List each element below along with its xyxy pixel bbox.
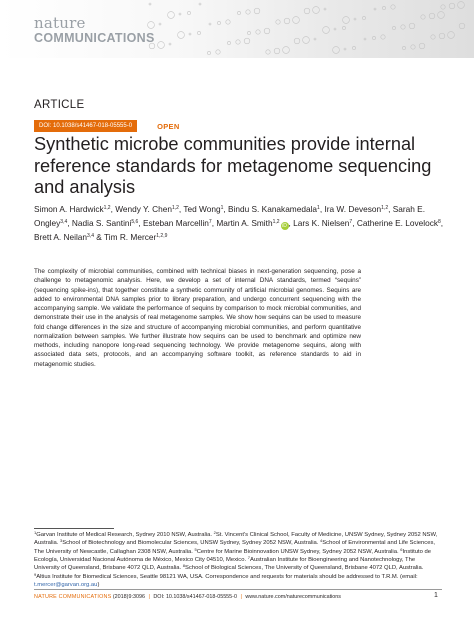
header-pattern-dot xyxy=(382,6,385,9)
author-separator: , xyxy=(223,204,228,214)
header-pattern-dot xyxy=(419,43,425,49)
header-pattern-dot xyxy=(411,45,415,49)
author-separator: & xyxy=(94,232,104,242)
header-pattern-dot xyxy=(179,13,181,15)
header-pattern-dot xyxy=(244,38,250,44)
affiliation-text: Australian Institute for Bioengineering and Nanotechnology, The University of Queensland, Brisbane 4072 QLD, Australia. xyxy=(34,557,416,572)
header-pattern-dot xyxy=(227,41,230,44)
header-pattern-dot xyxy=(293,17,300,24)
header-pattern-dot xyxy=(247,31,250,34)
header-pattern-dot xyxy=(283,47,290,54)
header-pattern-dot xyxy=(256,30,260,34)
author-separator: , xyxy=(388,204,393,214)
affiliations-footnote xyxy=(34,531,439,589)
orcid-icon[interactable]: iD xyxy=(282,223,287,229)
author-affiliation-marker: 1 xyxy=(220,205,224,211)
footer-separator: | xyxy=(240,594,242,600)
affiliation-number: 1 xyxy=(34,530,37,535)
affiliation-number: 8 xyxy=(182,563,186,569)
header-pattern-dot xyxy=(149,3,151,5)
affiliation-text: School of Biological Sciences, The University of Queensland, Brisbane 4072 QLD, Australia. xyxy=(185,565,424,572)
header-pattern-dot xyxy=(429,13,435,19)
footer-divider xyxy=(34,589,442,590)
header-pattern-dot xyxy=(237,11,240,14)
header-pattern-dot xyxy=(158,42,165,49)
header-pattern-dot xyxy=(178,32,185,39)
header-pattern-dot xyxy=(209,23,211,25)
footnote-divider xyxy=(34,528,114,529)
footer-doi[interactable]: DOI: 10.1038/s41467-018-05555-0 xyxy=(153,594,237,600)
author-separator: , xyxy=(138,218,143,228)
header-pattern-dot xyxy=(216,50,220,54)
header-pattern-dot xyxy=(402,46,405,49)
correspondence-text: Correspondence and requests for materials should be addressed to T.R.M. (email: xyxy=(205,573,418,580)
author-separator: , xyxy=(288,218,294,228)
affiliation-text: School of Environmental and Life Sciences, The University of Newcastle, Callaghan 2308 NSW, Australia. xyxy=(34,540,435,555)
doi-row xyxy=(34,120,180,132)
affiliation-text: Garvan Institute of Medical Research, Sydney 2010 NSW, Australia. xyxy=(36,532,214,538)
page-number: 1 xyxy=(434,592,438,599)
header-pattern-dot xyxy=(401,25,405,29)
header-pattern-dot xyxy=(374,8,376,10)
header-pattern-dot xyxy=(421,15,425,19)
footer-citation: (2018)9:3096 xyxy=(112,594,145,600)
header-pattern-dot xyxy=(324,8,326,10)
affiliation-text: Altius Institute for Biomedical Sciences, Seattle 98121 WA, USA. xyxy=(36,573,206,580)
author-name[interactable]: Martin A. Smith xyxy=(216,218,273,228)
header-pattern-dot xyxy=(246,10,250,14)
footer-separator: | xyxy=(148,594,150,600)
author-affiliation-marker: 3,4 xyxy=(60,219,68,225)
footer-journal-url[interactable]: www.nature.com/naturecommunications xyxy=(245,594,341,600)
author-name[interactable]: Brett A. Neilan xyxy=(34,232,88,242)
author-name[interactable]: Tim R. Mercer xyxy=(104,232,157,242)
author-affiliation-marker: 1 xyxy=(317,205,320,211)
author-name[interactable]: Lars K. Nielsen xyxy=(293,218,350,228)
header-pattern-dot xyxy=(197,31,200,34)
affiliation-number: 2 xyxy=(213,530,216,535)
header-pattern-dot xyxy=(294,38,300,44)
author-name[interactable]: Nadia S. Santini xyxy=(71,218,132,228)
author-separator: , xyxy=(67,218,72,228)
header-pattern-dot xyxy=(254,8,260,14)
header-pattern-dot xyxy=(304,8,310,14)
author-name[interactable]: Sarah E. Ongley xyxy=(34,204,426,228)
header-pattern-dot xyxy=(354,18,356,20)
author-separator: , xyxy=(440,218,444,228)
header-pattern-dot xyxy=(264,28,270,34)
article-type-label: ARTICLE xyxy=(34,99,85,111)
author-separator: , xyxy=(211,218,217,228)
footer-journal-name: NATURE COMMUNICATIONS xyxy=(34,594,112,600)
header-pattern-dot xyxy=(323,27,330,34)
author-affiliation-marker: 1,2 xyxy=(171,205,179,211)
author-name[interactable]: Simon A. Hardwick xyxy=(34,204,104,214)
author-affiliation-marker: 1,2 xyxy=(381,205,389,211)
header-pattern-dot xyxy=(352,46,355,49)
logo-wordmark-nature: nature xyxy=(34,14,86,32)
author-affiliation-marker: 3,4 xyxy=(87,233,94,239)
header-pattern-dot xyxy=(409,23,415,29)
author-name[interactable]: Catherine E. Lovelock xyxy=(356,218,438,228)
author-affiliation-marker: 7 xyxy=(349,219,353,225)
header-pattern-dot xyxy=(458,2,465,9)
logo-wordmark-communications: COMMUNICATIONS xyxy=(34,31,155,45)
author-affiliation-marker: 5,6 xyxy=(131,219,139,225)
author-separator: , xyxy=(352,218,357,228)
header-pattern-dot xyxy=(438,12,445,19)
author-name[interactable]: Ira W. Deveson xyxy=(324,204,382,214)
header-pattern-dot xyxy=(342,26,345,29)
affiliation-number: 7 xyxy=(247,555,250,561)
affiliation-text: St. Vincent's Clinical School, Faculty of Medicine, UNSW Sydney, Sydney 2052 NSW, Australia. xyxy=(34,532,438,547)
header-pattern-dot xyxy=(448,32,455,39)
header-pattern-dot xyxy=(431,35,435,39)
abstract-text: The complexity of microbial communities, combined with technical biases in next-generation sequencing, pose a challenge to metagenomic analysis. Here, we develop a set of internal DNA standards, termed “sequins” (sequencing spike-ins), that together constitute a synthetic community of artificial microbial genomes. Sequins are added to environmental DNA samples prior to library preparation, and undergo concurrent sequencing with the accompanying sample. We validate the performance of sequins by comparison to mock microbial communities, and demonstrate their use in the analysis of real metagenome samples. We show how sequins can be used to measure fold change differences in the size and structure of accompanying microbial communities, and perform quantitative normalization between samples. We further illustrate how sequins can be used to benchmark and optimize new methods, including nanopore long-read sequencing technology. We provide metagenome sequins, along with associated data sets, protocols, and an accompanying software toolkit, as reference standards to aid in metagenomic studies. xyxy=(34,268,361,368)
header-pattern-dot xyxy=(189,33,191,35)
author-affiliation-marker: 8 xyxy=(438,219,441,225)
affiliation-number: 6 xyxy=(400,546,403,552)
page-footer xyxy=(34,594,442,600)
affiliation-text: School of Biotechnology and Biomolecular Sciences, UNSW Sydney, Sydney 2052 NSW, Australia. xyxy=(62,540,321,547)
header-pattern-dot xyxy=(314,38,316,40)
affiliation-number: 5 xyxy=(194,546,197,552)
header-pattern-dot xyxy=(364,38,366,40)
correspondence-email-link[interactable]: t.mercer@garvan.org.au xyxy=(34,582,98,589)
header-pattern-dot xyxy=(334,28,336,30)
header-pattern-dot xyxy=(226,20,230,24)
author-name[interactable]: Esteban Marcellin xyxy=(142,218,209,228)
header-pattern-dot xyxy=(333,47,340,54)
header-pattern-dot xyxy=(274,48,280,54)
author-affiliation-marker: 1,2 xyxy=(103,205,111,211)
header-pattern-dot xyxy=(391,5,395,9)
open-access-badge: OPEN xyxy=(157,121,180,131)
affiliation-number: 3 xyxy=(59,538,63,544)
author-affiliation-marker: 1,2 xyxy=(272,219,280,225)
author-affiliation-marker: 7 xyxy=(208,219,212,225)
header-pattern-dot xyxy=(169,43,171,45)
author-separator: , xyxy=(110,204,116,214)
header-pattern-dot xyxy=(381,35,385,39)
header-pattern-dot xyxy=(392,26,395,29)
journal-header-band xyxy=(0,0,474,58)
header-pattern-dot xyxy=(441,5,445,9)
header-pattern-dot xyxy=(439,33,445,39)
header-pattern-dot xyxy=(362,16,365,19)
author-name[interactable]: Ted Wong xyxy=(183,204,221,214)
affiliation-number: 9 xyxy=(34,571,37,577)
header-pattern-dot xyxy=(168,12,175,19)
header-pattern-dot xyxy=(276,20,280,24)
article-title: Synthetic microbe communities provide internal reference standards for metagenome sequencing and analysis xyxy=(34,134,432,197)
header-pattern-dot xyxy=(187,11,190,14)
header-pattern-dot xyxy=(459,23,465,29)
header-pattern-dot xyxy=(217,21,220,24)
header-pattern-dot xyxy=(313,7,320,14)
affiliation-text: Centre for Marine Bioinnovation UNSW Sydney, Sydney 2052 NSW, Australia. xyxy=(196,548,401,555)
author-list xyxy=(34,202,444,244)
author-affiliation-marker: 1,2,9 xyxy=(156,233,168,239)
header-pattern-dot xyxy=(159,23,161,25)
header-pattern-dot xyxy=(236,40,240,44)
header-pattern-dot xyxy=(344,48,346,50)
doi-badge-link[interactable]: DOI: 10.1038/s41467-018-05555-0 xyxy=(34,120,137,132)
header-pattern-dot xyxy=(343,17,350,24)
affiliation-number: 4 xyxy=(320,538,323,544)
author-name[interactable]: Bindu S. Kanakamedala xyxy=(228,204,318,214)
header-pattern-dot xyxy=(372,36,375,39)
author-name[interactable]: Wendy Y. Chen xyxy=(115,204,172,214)
header-pattern-dot xyxy=(284,18,290,24)
header-pattern-dot xyxy=(266,50,270,54)
header-pattern-dot xyxy=(207,51,210,54)
header-pattern-dot xyxy=(303,37,310,44)
author-separator: , xyxy=(178,204,184,214)
header-pattern-dot xyxy=(449,3,455,9)
author-separator: , xyxy=(319,204,325,214)
journal-logo[interactable] xyxy=(34,16,155,45)
header-pattern-dot xyxy=(199,3,201,5)
correspondence-close: ) xyxy=(97,582,100,589)
affiliation-text: Instituto de Ecología, Universidad Nacional Autónoma de México, Mexico City 04510, Mexico. xyxy=(34,548,432,564)
